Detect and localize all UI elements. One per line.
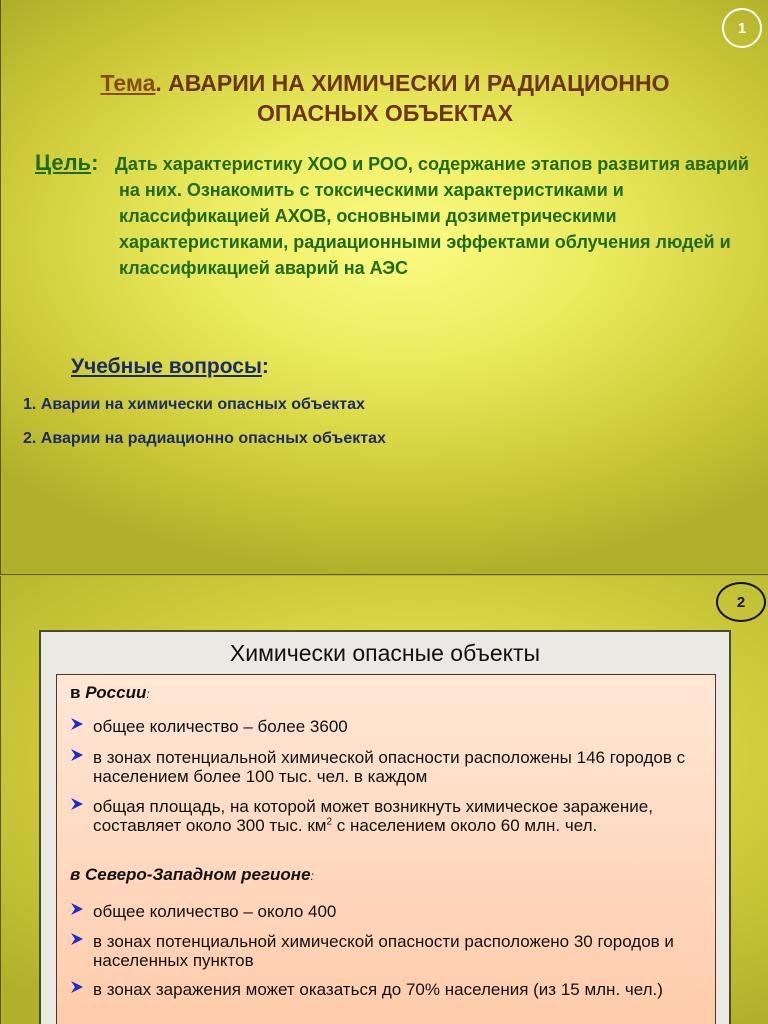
goal-label: Цель xyxy=(35,150,92,175)
goal-colon: : xyxy=(91,150,99,175)
arrow-bullet-icon xyxy=(70,717,84,731)
list-item xyxy=(70,980,700,999)
questions-list xyxy=(23,394,386,462)
list-item-text: в зонах заражения может оказаться до 70% населения (из 15 млн. чел.) xyxy=(93,980,663,999)
slide-2 xyxy=(0,576,768,1024)
region-name: России xyxy=(85,683,147,702)
content-panel xyxy=(56,674,716,1024)
page-number-badge: 2 xyxy=(716,582,766,622)
page-number-badge: 1 xyxy=(722,8,762,48)
region-suffix: : xyxy=(146,687,150,701)
goal-block xyxy=(35,150,751,281)
box-title: Химически опасные объекты xyxy=(229,640,541,666)
list-item-text xyxy=(70,797,700,835)
questions-title xyxy=(71,355,269,379)
question-item: 2. Аварии на радиационно опасных объектах xyxy=(23,430,386,447)
list-item-text-part: общая площадь, на которой может возникнуть химическое заражение, составляет около 300 тыс. км xyxy=(93,797,653,835)
slide-title xyxy=(1,68,768,128)
list-item-text: общее количество – более 3600 xyxy=(93,717,348,736)
content-box xyxy=(39,630,731,1024)
arrow-bullet-icon xyxy=(70,748,84,762)
region-prefix: в xyxy=(70,683,86,702)
list-item xyxy=(70,748,700,786)
question-item: 1. Аварии на химически опасных объектах xyxy=(23,396,365,413)
questions-title-text: Учебные вопросы xyxy=(71,355,262,378)
region-heading-northwest xyxy=(70,865,314,885)
list-item-text: в зонах потенциальной химической опасности расположены 146 городов с населением более 100 тыс. чел. в каждом xyxy=(93,748,686,786)
region-heading-russia xyxy=(70,683,150,703)
arrow-bullet-icon xyxy=(70,797,84,811)
arrow-bullet-icon xyxy=(70,902,84,916)
list-item-text: в зонах потенциальной химической опасности расположено 30 городов и населенных пунктов xyxy=(93,932,674,970)
region-name: в Северо-Западном регионе xyxy=(70,865,311,884)
region-suffix: : xyxy=(310,869,314,883)
questions-title-colon: : xyxy=(261,355,269,378)
title-line-1-text: . АВАРИИ НА ХИМИЧЕСКИ И РАДИАЦИОННО xyxy=(155,70,670,96)
list-item xyxy=(70,797,700,835)
title-line-1 xyxy=(1,68,768,98)
list-item xyxy=(70,932,700,970)
superscript: 2 xyxy=(326,816,333,828)
title-line-2: ОПАСНЫХ ОБЪЕКТАХ xyxy=(257,100,513,126)
list-item xyxy=(70,902,700,921)
list-item-text: общее количество – около 400 xyxy=(93,902,337,921)
goal-text: Дать характеристику ХОО и РОО, содержание этапов развития аварий на них. Ознакомить с токсическими характеристиками и классификацией АХОВ, основными дозиметрическими характеристиками, радиационными эффектами облучения людей и классификацией аварий на АЭС xyxy=(115,154,749,278)
list-item xyxy=(70,717,700,736)
title-lead: Тема xyxy=(100,70,156,96)
list-item-text-part: с населением около 60 млн. чел. xyxy=(332,816,598,835)
arrow-bullet-icon xyxy=(70,980,84,994)
arrow-bullet-icon xyxy=(70,932,84,946)
